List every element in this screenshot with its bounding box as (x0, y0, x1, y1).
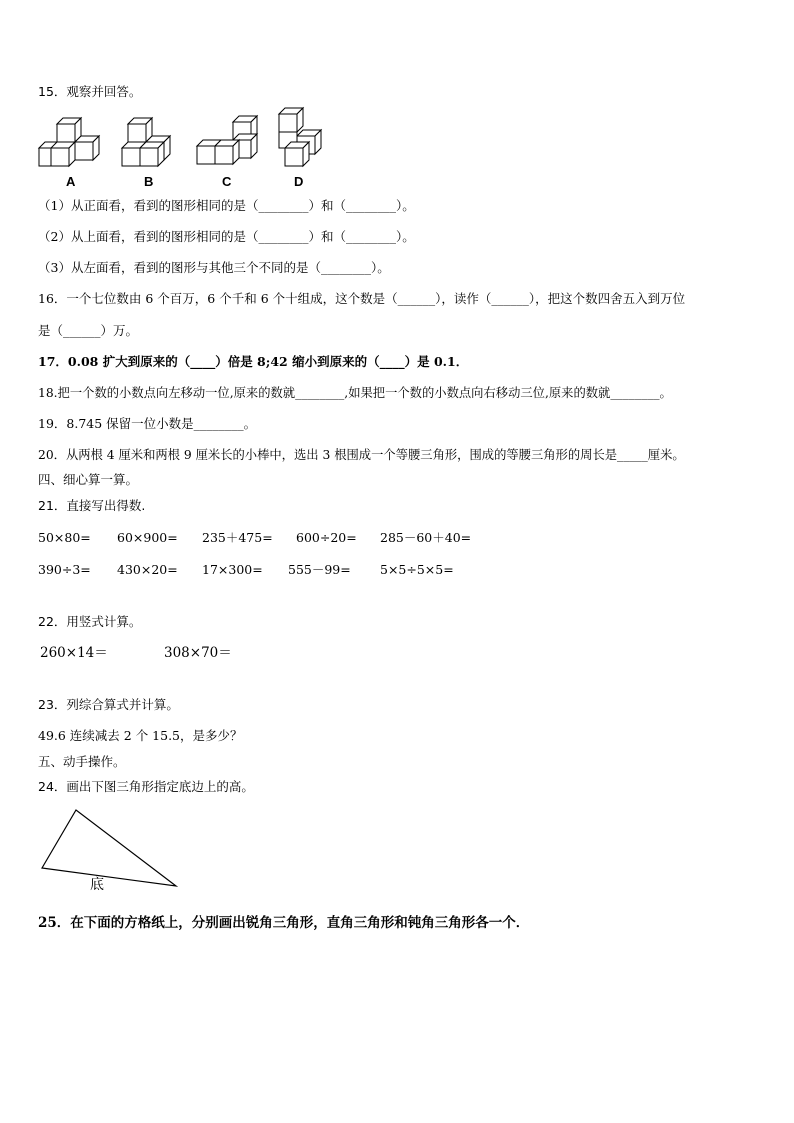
section-4-heading: 四、细心算一算。 (38, 472, 139, 487)
q15-sub1: （1）从正面看，看到的图形相同的是（________）和（________）。 (38, 198, 415, 213)
q15-title: 15．观察并回答。 (38, 84, 142, 99)
vertical-calc-item: 260×14＝ (40, 645, 108, 661)
cube-figure-a (36, 112, 104, 170)
q16-line1: 16．一个七位数由 6 个百万，6 个千和 6 个十组成，这个数是（______），读作（______），把这个数四舍五入到万位 (38, 291, 686, 306)
q20: 20．从两根 4 厘米和两根 9 厘米长的小棒中，选出 3 根围成一个等腰三角形，围成的等腰三角形的周长是_____厘米。 (38, 448, 685, 462)
base-label: 底 (90, 877, 104, 893)
cube-figure-d (275, 104, 331, 170)
label-d: D (294, 174, 304, 189)
q21-title: 21．直接写出得数. (38, 498, 146, 513)
label-b: B (144, 174, 154, 189)
vertical-calc-item: 308×70＝ (164, 645, 232, 661)
cube-figure-b (118, 112, 182, 170)
calc-item: 600÷20= (296, 530, 357, 545)
q18: 18.把一个数的小数点向左移动一位,原来的数就________,如果把一个数的小数点向右移动三位,原来的数就________。 (38, 386, 672, 400)
q22-title: 22．用竖式计算。 (38, 614, 142, 629)
calc-item: 555－99= (288, 562, 351, 577)
q25: 25．在下面的方格纸上，分别画出锐角三角形，直角三角形和钝角三角形各一个． (38, 915, 530, 931)
calc-item: 235＋475= (202, 530, 273, 545)
section-5-heading: 五、动手操作。 (38, 754, 126, 769)
label-a: A (66, 174, 76, 189)
calc-item: 60×900= (117, 530, 178, 545)
calc-item: 17×300= (202, 562, 263, 577)
triangle-figure (36, 806, 184, 890)
q16-line2: 是（______）万。 (38, 323, 139, 338)
calc-item: 430×20= (117, 562, 178, 577)
calc-item: 50×80= (38, 530, 91, 545)
calc-item: 5×5÷5×5= (380, 562, 454, 577)
q23-text: 49.6 连续减去 2 个 15.5，是多少？ (38, 728, 243, 743)
q15-sub3: （3）从左面看，看到的图形与其他三个不同的是（________）。 (38, 260, 390, 275)
q19: 19．8.745 保留一位小数是________。 (38, 416, 257, 431)
q23-title: 23．列综合算式并计算。 (38, 697, 179, 712)
cube-figure-c (193, 112, 261, 170)
q15-sub2: （2）从上面看，看到的图形相同的是（________）和（________）。 (38, 229, 415, 244)
q24-title: 24．画出下图三角形指定底边上的高。 (38, 779, 254, 794)
calc-item: 390÷3= (38, 562, 91, 577)
calc-item: 285－60＋40= (380, 530, 472, 545)
q17: 17．0.08 扩大到原来的（____）倍是 8;42 缩小到原来的（____）是 0.1． (38, 354, 469, 369)
label-c: C (222, 174, 232, 189)
